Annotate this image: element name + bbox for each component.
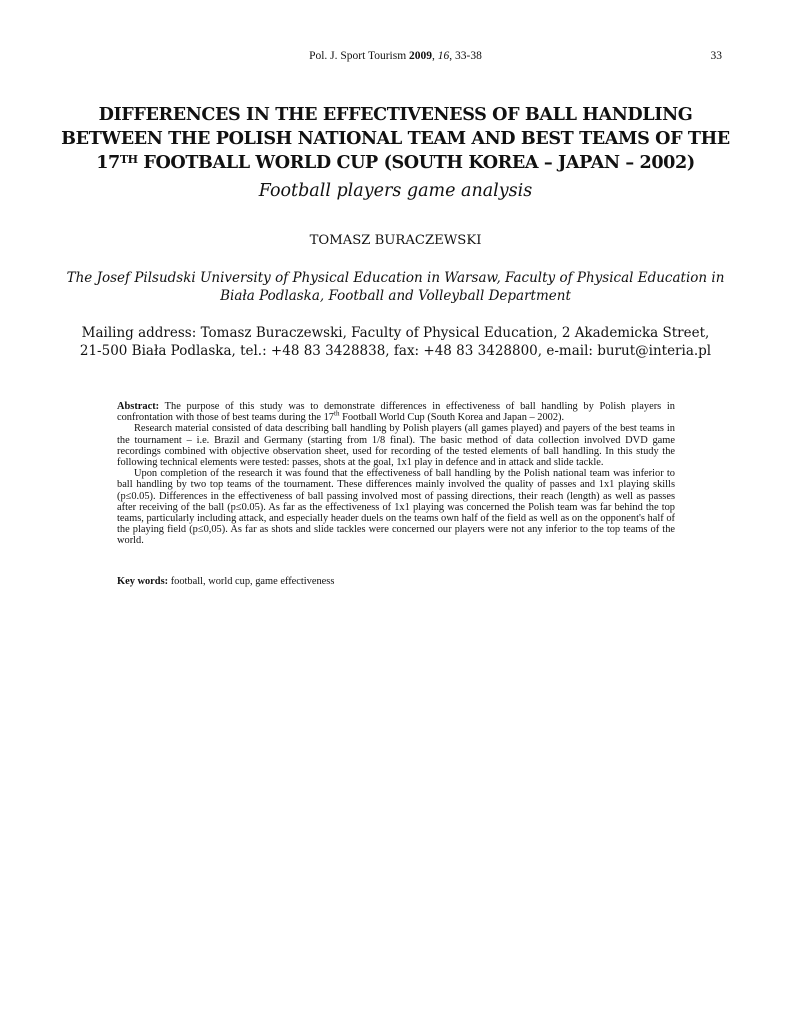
abstract-paragraph-2: Research material consisted of data describing ball handling by Polish players (all games played) and payers of the best teams in the tournament – i.e. Brazil and Germany (starting from 1/8 final). The basic method of data collection involved DVD game recordings combined with objective observation sheet, used for recording of the tested elements of ball handling. In this study the following technical elements were tested: passes, shots at the goal, 1x1 play in defence and in attack and slide tackle.	[117, 423, 675, 469]
journal-sep: ,	[432, 50, 438, 62]
abstract	[117, 401, 675, 547]
mailing-line-1: Mailing address: Tomasz Buraczewski, Faculty of Physical Education, 2 Akademicka Street,	[81, 325, 710, 341]
author-name: TOMASZ BURACZEWSKI	[309, 233, 482, 248]
title-ordinal-suffix: TH	[119, 153, 138, 166]
paper-title	[40, 103, 751, 175]
title-line-1: DIFFERENCES IN THE EFFECTIVENESS OF BALL HANDLING	[98, 104, 693, 125]
affiliation-line-1: The Josef Pilsudski University of Physical Education in Warsaw, Faculty of Physical Education in	[66, 270, 725, 286]
abstract-paragraph-1	[117, 401, 675, 423]
journal-year: 2009	[409, 50, 433, 62]
keywords	[117, 576, 675, 587]
title-line-3	[40, 151, 751, 175]
paper-subtitle: Football players game analysis	[258, 181, 533, 201]
journal-prefix: Pol. J. Sport Tourism	[309, 50, 410, 62]
abstract-label: Abstract:	[117, 401, 160, 412]
abstract-p1-text-end: Football World Cup (South Korea and Japan – 2002).	[339, 412, 565, 424]
author-affiliation	[55, 269, 736, 305]
abstract-p1-text: The purpose of this study was to demonstrate differences in effectiveness of ball handling by Polish players in confrontation with those of best teams during the 17	[117, 401, 675, 424]
journal-citation	[0, 50, 791, 62]
journal-volume: 16	[437, 50, 450, 62]
affiliation-line-2: Biała Podlaska, Football and Volleyball Department	[220, 288, 571, 304]
abstract-p1-sup: th	[334, 409, 340, 418]
title-ordinal: 17	[96, 152, 120, 173]
keywords-label: Key words:	[117, 576, 169, 587]
title-line-3-text: FOOTBALL WORLD CUP (SOUTH KOREA – JAPAN – 2002)	[137, 152, 695, 173]
journal-pages: , 33-38	[449, 50, 482, 62]
page-number: 33	[710, 50, 722, 62]
mailing-line-2: 21-500 Biała Podlaska, tel.: +48 83 3428838, fax: +48 83 3428800, e-mail: burut@interia.pl	[79, 343, 712, 359]
title-line-2: BETWEEN THE POLISH NATIONAL TEAM AND BEST TEAMS OF THE	[61, 128, 730, 149]
mailing-address	[55, 324, 736, 360]
abstract-paragraph-3: Upon completion of the research it was found that the effectiveness of ball handling by the Polish national team was inferior to ball handling by two top teams of the tournament. These differences mainly involved the quality of passes and 1x1 playing skills (p≤0.05). Differences in the effectiveness of ball passing involved most of passing directions, their reach (length) as well as passes after receiving of the ball (p≤0.05). As far as the effectiveness of 1x1 playing was concerned the Polish team was far behind the top teams, particularly including attack, and especially header duels on the teams own half of the field as well as on the opponent's half of the playing field (p≤0,05). As far as shots and slide tackles were concerned our players were not any inferior to the top teams of the world.	[117, 468, 675, 547]
keywords-text: football, world cup, game effectiveness	[168, 576, 335, 587]
